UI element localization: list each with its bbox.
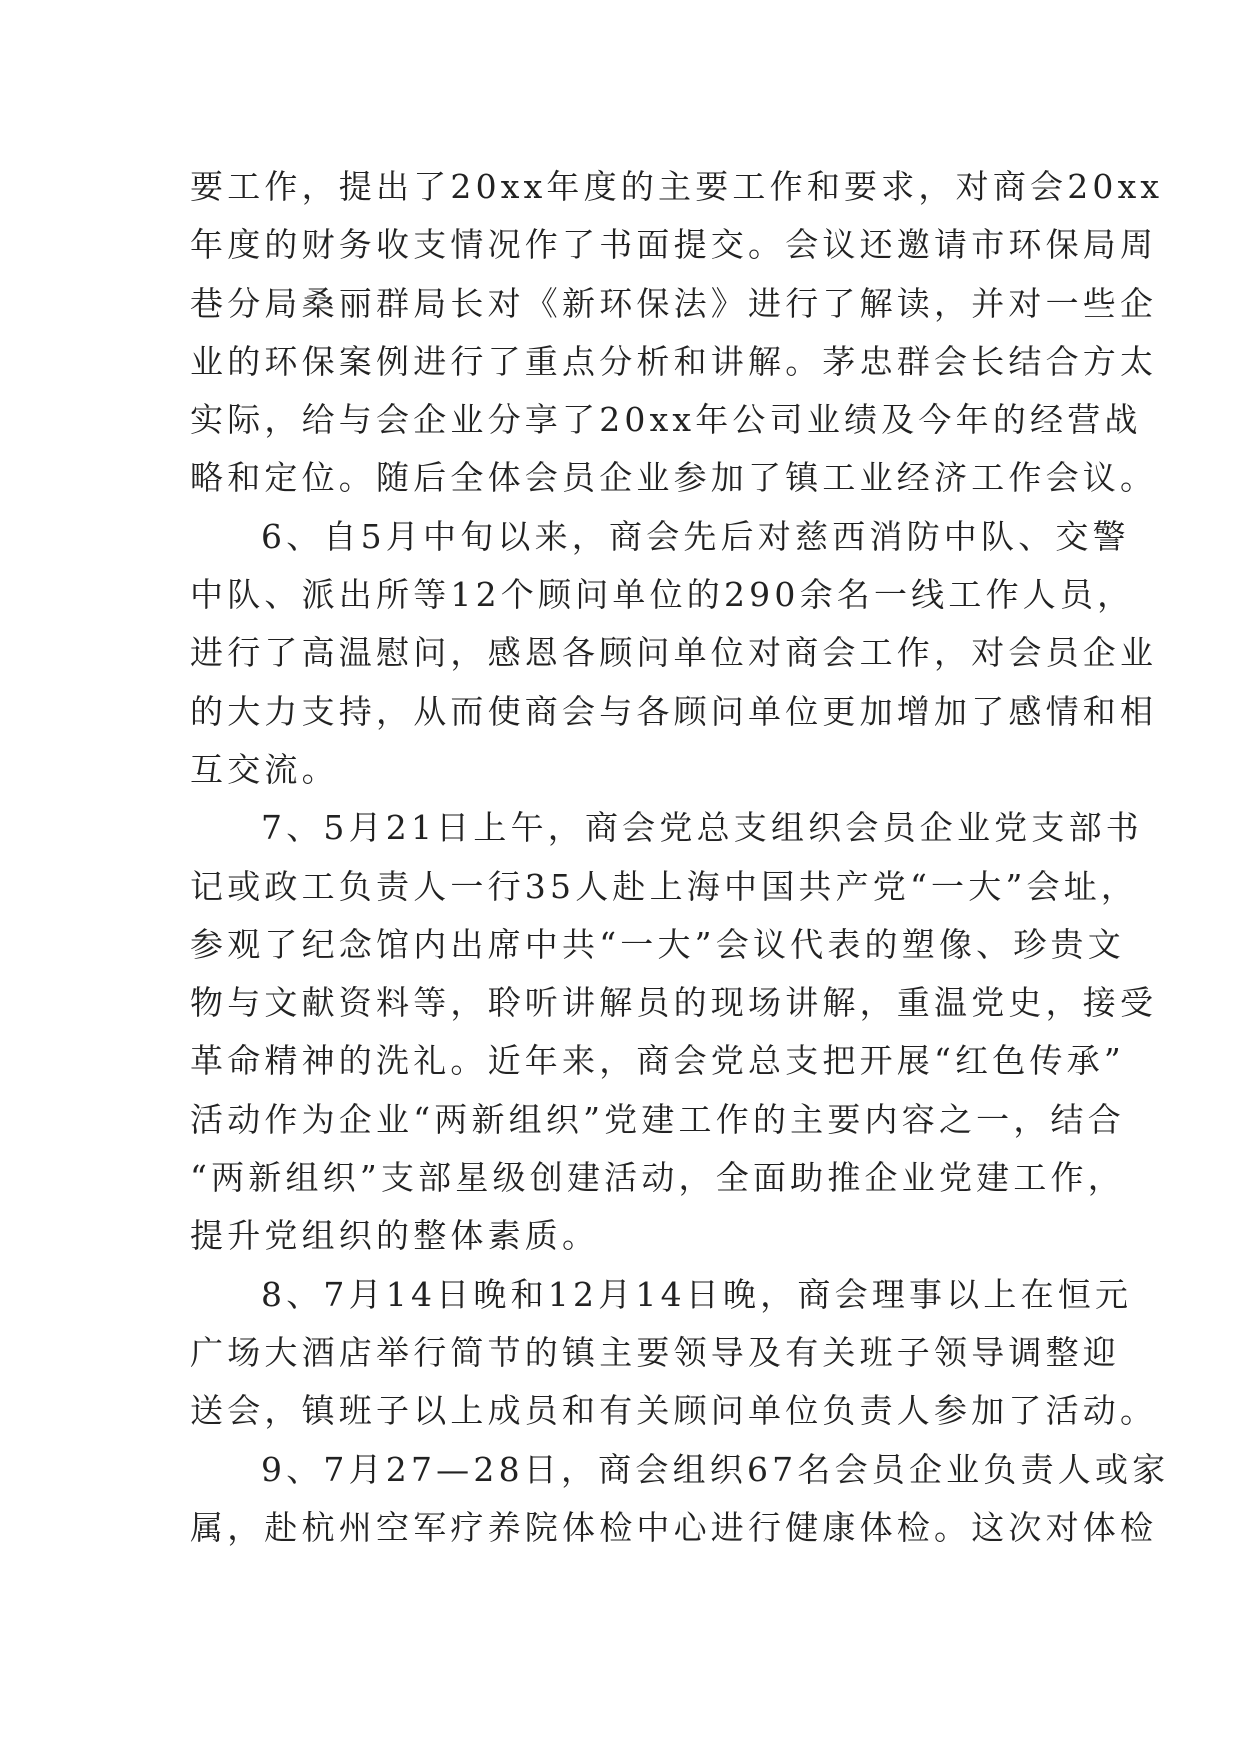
text-line: 提升党组织的整体素质。: [190, 1216, 600, 1256]
text-line: 年度的财务收支情况作了书面提交。会议还邀请市环保局周: [190, 225, 1158, 265]
text-line: 略和定位。随后全体会员企业参加了镇工业经济工作会议。: [190, 458, 1158, 498]
text-line: 互交流。: [190, 749, 339, 789]
text-line: 属，赴杭州空军疗养院体检中心进行健康体检。这次对体检: [190, 1507, 1158, 1547]
text-line: 广场大酒店举行简节的镇主要领导及有关班子领导调整迎: [190, 1332, 1120, 1372]
text-line: 送会，镇班子以上成员和有关顾问单位负责人参加了活动。: [190, 1391, 1158, 1431]
text-line: 巷分局桑丽群局长对《新环保法》进行了解读，并对一些企: [190, 283, 1158, 323]
paragraph-6-start: 6、自5月中旬以来，商会先后对慈西消防中队、交警: [261, 516, 1130, 556]
paragraph-8-start: 8、7月14日晚和12月14日晚，商会理事以上在恒元: [261, 1274, 1133, 1314]
text-line: 活动作为企业“两新组织”党建工作的主要内容之一，结合: [190, 1099, 1125, 1139]
text-line: “两新组织”支部星级创建活动，全面助推企业党建工作，: [190, 1158, 1125, 1198]
text-line: 革命精神的洗礼。近年来，商会党总支把开展“红色传承”: [190, 1041, 1125, 1081]
text-line: 业的环保案例进行了重点分析和讲解。茅忠群会长结合方太: [190, 341, 1158, 381]
text-line: 参观了纪念馆内出席中共“一大”会议代表的塑像、珍贵文: [190, 924, 1125, 964]
text-line: 中队、派出所等12个顾问单位的290余名一线工作人员，: [190, 575, 1135, 615]
document-body: [190, 158, 1170, 1557]
paragraph-7-start: 7、5月21日上午，商会党总支组织会员企业党支部书: [261, 808, 1143, 848]
text-line: 物与文献资料等，聆听讲解员的现场讲解，重温党史，接受: [190, 983, 1158, 1023]
text-line: 的大力支持，从而使商会与各顾问单位更加增加了感情和相: [190, 691, 1158, 731]
text-line: 要工作，提出了20xx年度的主要工作和要求，对商会20xx: [190, 167, 1164, 206]
text-line: 实际，给与会企业分享了20xx年公司业绩及今年的经营战: [190, 400, 1142, 440]
paragraph-9-start: 9、7月27—28日，商会组织67名会员企业负责人或家: [261, 1449, 1170, 1489]
text-line: 进行了高温慰问，感恩各顾问单位对商会工作，对会员企业: [190, 633, 1158, 673]
text-line: 记或政工负责人一行35人赴上海中国共产党“一大”会址，: [190, 866, 1139, 906]
